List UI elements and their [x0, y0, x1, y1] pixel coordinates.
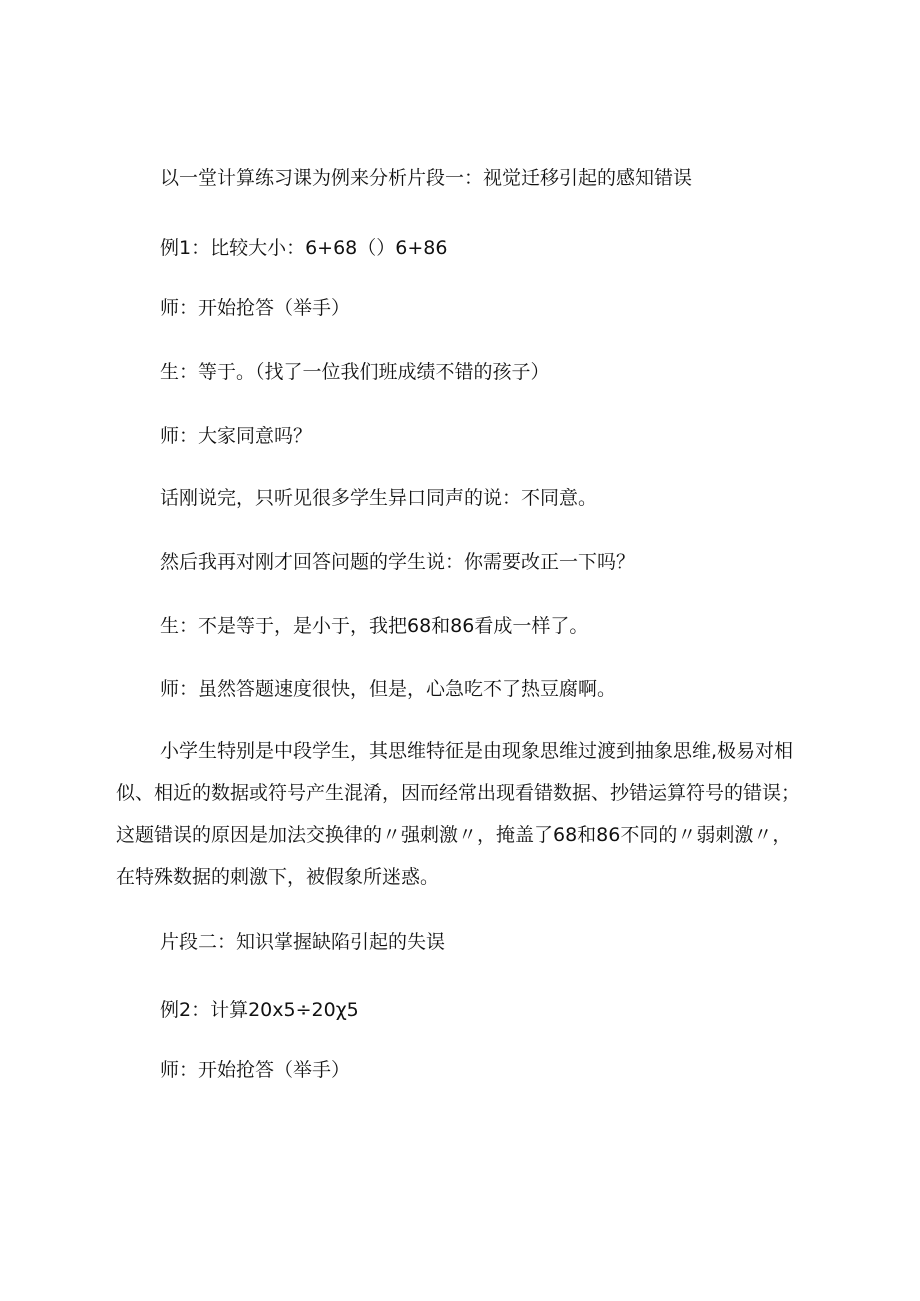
example-two: 例2：计算20x5÷20χ5: [160, 999, 359, 1021]
analysis-paragraph: [116, 730, 806, 898]
analysis-text: 小学生特别是中段学生，其思维特征是由现象思维过渡到抽象思维,极易对相似、相近的数据或符号产生混淆，因而经常出现看错数据、抄错运算符号的错误；这题错误的原因是加法交换律的〃强刺激〃，掩盖了68和86不同的〃弱刺激〃，在特殊数据的刺激下，被假象所迷惑。: [116, 740, 801, 888]
teacher-line-3: 师：虽然答题速度很快，但是，心急吃不了热豆腐啊。: [160, 678, 617, 700]
teacher-line-2: 师：大家同意吗？: [160, 425, 313, 447]
student-line-2: 生：不是等于，是小于，我把68和86看成一样了。: [160, 615, 589, 637]
narration-line-2: 然后我再对刚才回答问题的学生说：你需要改正一下吗？: [160, 551, 636, 573]
teacher-line-4: 师：开始抢答（举手）: [160, 1059, 351, 1081]
narration-line-1: 话刚说完，只听见很多学生异口同声的说：不同意。: [160, 487, 598, 509]
example-one: 例1：比较大小：6+68（）6+86: [160, 237, 448, 259]
teacher-line-1: 师：开始抢答（举手）: [160, 297, 351, 319]
segment-two-heading: 片段二：知识掌握缺陷引起的失误: [160, 931, 446, 953]
student-line-1: 生：等于。（找了一位我们班成绩不错的孩子）: [160, 361, 550, 383]
segment-one-heading: 以一堂计算练习课为例来分析片段一：视觉迁移引起的感知错误: [160, 167, 693, 189]
